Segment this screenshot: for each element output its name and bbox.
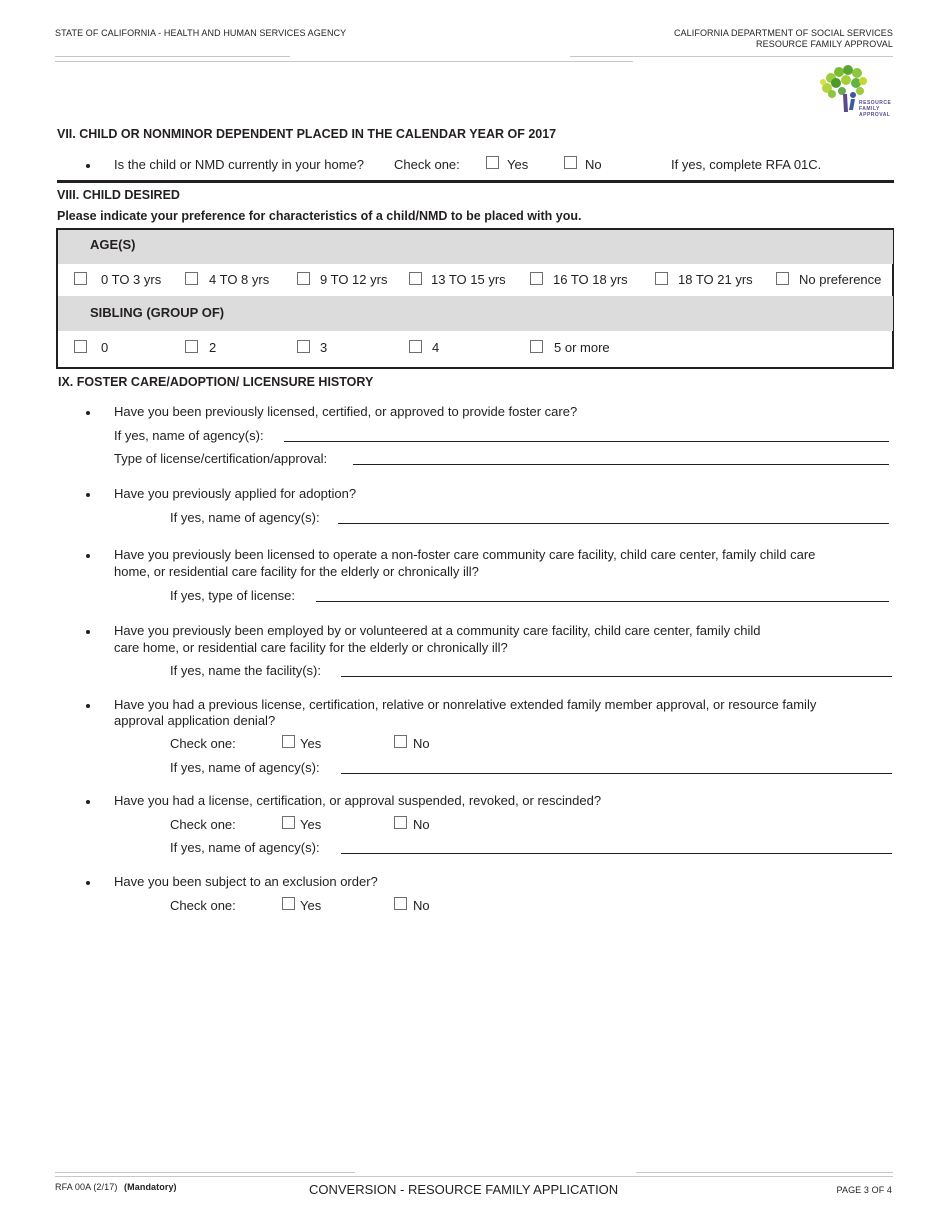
age-option-label: 9 TO 12 yrs <box>320 272 388 287</box>
footer-rule <box>55 1172 355 1173</box>
q1-license-type-label: Type of license/certification/approval: <box>114 451 328 466</box>
bullet <box>86 493 90 497</box>
check-one-label: Check one: <box>394 157 460 172</box>
q7-no-checkbox[interactable] <box>394 897 407 910</box>
q5-application-denial-cont: approval application denial? <box>114 713 276 728</box>
q6-agency-label: If yes, name of agency(s): <box>170 840 320 855</box>
sibling-option-label: 3 <box>320 340 328 355</box>
q5-agency-input[interactable] <box>341 773 892 774</box>
no-label: No <box>413 736 430 751</box>
q4-employed-volunteered-cont: care home, or residential care facility for the elderly or chronically ill? <box>114 640 508 655</box>
yes-label: Yes <box>300 817 322 832</box>
sibling-option-label: 2 <box>209 340 217 355</box>
age-16-18-checkbox[interactable] <box>530 272 543 285</box>
bullet <box>86 800 90 804</box>
check-one-label: Check one: <box>170 817 236 832</box>
form-title: CONVERSION - RESOURCE FAMILY APPLICATION <box>309 1182 619 1197</box>
bullet <box>86 164 90 168</box>
nmd-in-home-question: Is the child or NMD currently in your home? <box>114 157 364 172</box>
bullet <box>86 411 90 415</box>
age-9-12-checkbox[interactable] <box>297 272 310 285</box>
q6-suspended-revoked: Have you had a license, certification, or approval suspended, revoked, or rescinded? <box>114 793 602 808</box>
q1-agency-label: If yes, name of agency(s): <box>114 428 264 443</box>
ages-heading: AGE(S) <box>90 237 136 252</box>
sibling-0-checkbox[interactable] <box>74 340 87 353</box>
yes-label: Yes <box>507 157 529 172</box>
department-name: CALIFORNIA DEPARTMENT OF SOCIAL SERVICES <box>673 28 893 38</box>
rfa-logo <box>815 64 895 122</box>
rfa-01c-note: If yes, complete RFA 01C. <box>671 157 822 172</box>
q4-facility-label: If yes, name the facility(s): <box>170 663 321 678</box>
footer-rule <box>636 1172 893 1173</box>
header-rule <box>55 61 633 62</box>
sibling-option-label: 5 or more <box>554 340 610 355</box>
bullet <box>86 881 90 885</box>
header-rule <box>55 56 290 57</box>
section-viii-title: VIII. CHILD DESIRED <box>57 188 180 202</box>
q4-employed-volunteered: Have you previously been employed by or volunteered at a community care facility, child care center, family child <box>114 623 761 638</box>
bullet <box>86 704 90 708</box>
q1-foster-care-licensed: Have you been previously licensed, certified, or approved to provide foster care? <box>114 404 578 419</box>
age-option-label: No preference <box>799 272 882 287</box>
q3-license-type-label: If yes, type of license: <box>170 588 296 603</box>
q5-no-checkbox[interactable] <box>394 735 407 748</box>
q3-licensed-facility-cont: home, or residential care facility for the elderly or chronically ill? <box>114 564 479 579</box>
q7-exclusion-order: Have you been subject to an exclusion order? <box>114 874 378 889</box>
age-option-label: 4 TO 8 yrs <box>209 272 270 287</box>
q2-agency-label: If yes, name of agency(s): <box>170 510 320 525</box>
sibling-5-or-more-checkbox[interactable] <box>530 340 543 353</box>
check-one-label: Check one: <box>170 736 236 751</box>
q5-yes-checkbox[interactable] <box>282 735 295 748</box>
age-18-21-checkbox[interactable] <box>655 272 668 285</box>
q5-application-denial: Have you had a previous license, certification, relative or nonrelative extended family member approval, or resource family <box>114 697 817 712</box>
age-13-15-checkbox[interactable] <box>409 272 422 285</box>
q1-license-type-input[interactable] <box>353 464 889 465</box>
sibling-option-label: 0 <box>101 340 109 355</box>
sibling-heading: SIBLING (GROUP OF) <box>90 305 225 320</box>
section-vii-title: VII. CHILD OR NONMINOR DEPENDENT PLACED IN THE CALENDAR YEAR OF 2017 <box>57 127 557 141</box>
header-rule <box>570 56 893 57</box>
section-ix-title: IX. FOSTER CARE/ADOPTION/ LICENSURE HISTORY <box>58 375 374 389</box>
age-option-label: 18 TO 21 yrs <box>678 272 753 287</box>
q3-licensed-facility: Have you previously been licensed to operate a non-foster care community care facility, child care center, family child care <box>114 547 816 562</box>
sibling-option-label: 4 <box>432 340 440 355</box>
q2-applied-adoption: Have you previously applied for adoption? <box>114 486 357 501</box>
nmd-no-checkbox[interactable] <box>564 156 577 169</box>
yes-label: Yes <box>300 736 322 751</box>
age-4-8-checkbox[interactable] <box>185 272 198 285</box>
q7-yes-checkbox[interactable] <box>282 897 295 910</box>
section-divider <box>57 180 894 183</box>
q2-agency-input[interactable] <box>338 523 889 524</box>
ages-heading-band <box>58 230 893 264</box>
q1-agency-input[interactable] <box>284 441 889 442</box>
sibling-2-checkbox[interactable] <box>185 340 198 353</box>
no-label: No <box>413 898 430 913</box>
age-option-label: 0 TO 3 yrs <box>101 272 162 287</box>
section-viii-instruction: Please indicate your preference for characteristics of a child/NMD to be placed with you. <box>57 209 582 223</box>
q6-agency-input[interactable] <box>341 853 892 854</box>
program-name: RESOURCE FAMILY APPROVAL <box>756 39 893 49</box>
no-label: No <box>585 157 602 172</box>
q3-license-type-input[interactable] <box>316 601 889 602</box>
sibling-3-checkbox[interactable] <box>297 340 310 353</box>
footer-rule <box>55 1176 893 1177</box>
form-id: RFA 00A (2/17) (Mandatory) <box>55 1182 177 1192</box>
q4-facility-input[interactable] <box>341 676 892 677</box>
age-option-label: 13 TO 15 yrs <box>431 272 506 287</box>
no-label: No <box>413 817 430 832</box>
age-no-preference-checkbox[interactable] <box>776 272 789 285</box>
age-0-3-checkbox[interactable] <box>74 272 87 285</box>
q6-yes-checkbox[interactable] <box>282 816 295 829</box>
yes-label: Yes <box>300 898 322 913</box>
department-header <box>674 28 893 49</box>
age-option-label: 16 TO 18 yrs <box>553 272 628 287</box>
q6-no-checkbox[interactable] <box>394 816 407 829</box>
logo-text: RESOURCE FAMILY APPROVAL <box>859 100 892 118</box>
bullet <box>86 554 90 558</box>
sibling-4-checkbox[interactable] <box>409 340 422 353</box>
page-number: PAGE 3 OF 4 <box>836 1185 892 1195</box>
check-one-label: Check one: <box>170 898 236 913</box>
agency-header: STATE OF CALIFORNIA - HEALTH AND HUMAN SERVICES AGENCY <box>55 28 347 38</box>
q5-agency-label: If yes, name of agency(s): <box>170 760 320 775</box>
nmd-yes-checkbox[interactable] <box>486 156 499 169</box>
bullet <box>86 630 90 634</box>
